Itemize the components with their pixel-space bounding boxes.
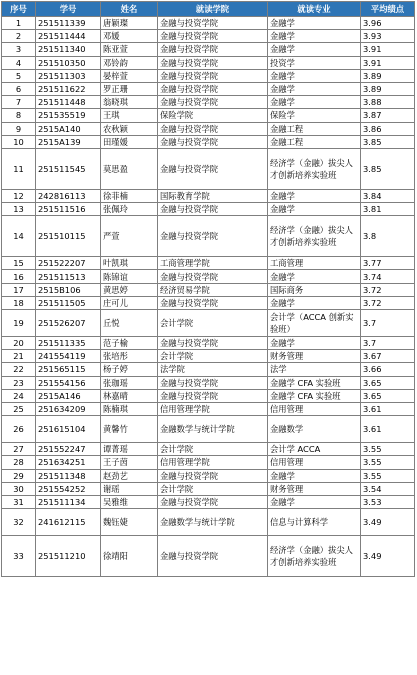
- cell-college: 金融与投资学院: [158, 495, 268, 508]
- cell-student-id: 251511513: [36, 270, 101, 283]
- cell-college: 会计学院: [158, 350, 268, 363]
- cell-gpa: 3.53: [361, 495, 415, 508]
- cell-college: 金融与投资学院: [158, 296, 268, 309]
- cell-index: 14: [2, 216, 36, 257]
- cell-name: 叶凯琪: [101, 257, 158, 270]
- header-college: 就读学院: [158, 2, 268, 17]
- table-row: [2, 296, 415, 309]
- cell-index: 11: [2, 148, 36, 189]
- cell-student-id: 251535519: [36, 109, 101, 122]
- cell-major: 会计学 ACCA: [268, 443, 361, 456]
- cell-major: 经济学（金融）拔尖人才创新培养实验班: [268, 216, 361, 257]
- cell-student-id: 251510350: [36, 56, 101, 69]
- cell-gpa: 3.91: [361, 56, 415, 69]
- cell-name: 陈亚萱: [101, 43, 158, 56]
- cell-major: 金融工程: [268, 135, 361, 148]
- cell-gpa: 3.61: [361, 416, 415, 443]
- table-row: [2, 509, 415, 536]
- cell-index: 29: [2, 469, 36, 482]
- cell-major: 财务管理: [268, 482, 361, 495]
- cell-name: 赵劲艺: [101, 469, 158, 482]
- table-row: [2, 536, 415, 577]
- cell-gpa: 3.74: [361, 270, 415, 283]
- cell-gpa: 3.91: [361, 43, 415, 56]
- gpa-ranking-table-container: [1, 1, 414, 577]
- cell-student-id: 241554119: [36, 350, 101, 363]
- cell-major: 金融学: [268, 69, 361, 82]
- cell-name: 谭菁瑶: [101, 443, 158, 456]
- cell-index: 18: [2, 296, 36, 309]
- header-name: 姓名: [101, 2, 158, 17]
- cell-index: 13: [2, 203, 36, 216]
- cell-college: 会计学院: [158, 443, 268, 456]
- cell-student-id: 251511622: [36, 82, 101, 95]
- cell-major: 财务管理: [268, 350, 361, 363]
- cell-name: 莫思盈: [101, 148, 158, 189]
- cell-student-id: 242816113: [36, 189, 101, 202]
- cell-index: 23: [2, 376, 36, 389]
- cell-major: 信息与计算科学: [268, 509, 361, 536]
- cell-gpa: 3.96: [361, 17, 415, 30]
- table-row: [2, 495, 415, 508]
- cell-student-id: 251511339: [36, 17, 101, 30]
- cell-index: 7: [2, 96, 36, 109]
- cell-college: 工商管理学院: [158, 257, 268, 270]
- table-row: [2, 376, 415, 389]
- cell-index: 19: [2, 310, 36, 337]
- table-row: [2, 135, 415, 148]
- table-row: [2, 109, 415, 122]
- table-row: [2, 203, 415, 216]
- cell-index: 9: [2, 122, 36, 135]
- cell-gpa: 3.65: [361, 389, 415, 402]
- cell-major: 金融学 CFA 实验班: [268, 376, 361, 389]
- table-row: [2, 257, 415, 270]
- cell-major: 金融学: [268, 17, 361, 30]
- cell-name: 翁晓琪: [101, 96, 158, 109]
- cell-name: 吴雅维: [101, 495, 158, 508]
- table-row: [2, 350, 415, 363]
- table-row: [2, 122, 415, 135]
- cell-student-id: 251615104: [36, 416, 101, 443]
- cell-gpa: 3.49: [361, 509, 415, 536]
- header-student-id: 学号: [36, 2, 101, 17]
- cell-index: 17: [2, 283, 36, 296]
- cell-gpa: 3.7: [361, 310, 415, 337]
- cell-student-id: 251511340: [36, 43, 101, 56]
- cell-name: 林嘉晴: [101, 389, 158, 402]
- cell-major: 保险学: [268, 109, 361, 122]
- cell-major: 金融学: [268, 270, 361, 283]
- cell-index: 6: [2, 82, 36, 95]
- cell-name: 张培彤: [101, 350, 158, 363]
- table-row: [2, 69, 415, 82]
- cell-major: 金融学: [268, 43, 361, 56]
- cell-index: 2: [2, 30, 36, 43]
- cell-student-id: 251552247: [36, 443, 101, 456]
- table-row: [2, 337, 415, 350]
- cell-name: 庄可儿: [101, 296, 158, 309]
- cell-name: 邓铃韵: [101, 56, 158, 69]
- cell-gpa: 3.89: [361, 82, 415, 95]
- cell-index: 22: [2, 363, 36, 376]
- cell-gpa: 3.66: [361, 363, 415, 376]
- table-row: [2, 416, 415, 443]
- table-row: [2, 443, 415, 456]
- cell-name: 严萱: [101, 216, 158, 257]
- cell-college: 金融与投资学院: [158, 122, 268, 135]
- cell-name: 陈楠琪: [101, 402, 158, 415]
- cell-major: 金融学: [268, 296, 361, 309]
- cell-gpa: 3.87: [361, 109, 415, 122]
- cell-student-id: 251511134: [36, 495, 101, 508]
- cell-gpa: 3.55: [361, 456, 415, 469]
- table-row: [2, 216, 415, 257]
- cell-college: 金融与投资学院: [158, 337, 268, 350]
- cell-name: 徐靖阳: [101, 536, 158, 577]
- table-row: [2, 56, 415, 69]
- cell-gpa: 3.89: [361, 69, 415, 82]
- cell-name: 杨子婷: [101, 363, 158, 376]
- cell-name: 张珈瑶: [101, 376, 158, 389]
- cell-major: 金融学: [268, 469, 361, 482]
- cell-student-id: 251511335: [36, 337, 101, 350]
- cell-major: 国际商务: [268, 283, 361, 296]
- table-row: [2, 456, 415, 469]
- cell-major: 金融学: [268, 189, 361, 202]
- table-row: [2, 482, 415, 495]
- cell-college: 法学院: [158, 363, 268, 376]
- cell-major: 法学: [268, 363, 361, 376]
- cell-college: 金融与投资学院: [158, 270, 268, 283]
- cell-gpa: 3.85: [361, 148, 415, 189]
- table-row: [2, 270, 415, 283]
- table-row: [2, 43, 415, 56]
- cell-index: 15: [2, 257, 36, 270]
- cell-major: 经济学（金融）拔尖人才创新培养实验班: [268, 536, 361, 577]
- cell-gpa: 3.8: [361, 216, 415, 257]
- cell-student-id: 251526207: [36, 310, 101, 337]
- cell-major: 金融学: [268, 30, 361, 43]
- header-major: 就读专业: [268, 2, 361, 17]
- cell-major: 金融工程: [268, 122, 361, 135]
- cell-gpa: 3.84: [361, 189, 415, 202]
- cell-college: 金融与投资学院: [158, 69, 268, 82]
- cell-index: 3: [2, 43, 36, 56]
- table-row: [2, 469, 415, 482]
- cell-student-id: 251510115: [36, 216, 101, 257]
- cell-gpa: 3.7: [361, 337, 415, 350]
- cell-major: 信用管理: [268, 402, 361, 415]
- cell-college: 会计学院: [158, 310, 268, 337]
- cell-name: 张佩玲: [101, 203, 158, 216]
- cell-college: 会计学院: [158, 482, 268, 495]
- table-row: [2, 402, 415, 415]
- cell-student-id: 251554252: [36, 482, 101, 495]
- cell-index: 33: [2, 536, 36, 577]
- cell-name: 农秋颖: [101, 122, 158, 135]
- cell-college: 经济贸易学院: [158, 283, 268, 296]
- cell-index: 8: [2, 109, 36, 122]
- cell-student-id: 2515A140: [36, 122, 101, 135]
- cell-major: 金融学: [268, 82, 361, 95]
- cell-college: 金融与投资学院: [158, 216, 268, 257]
- cell-major: 信用管理: [268, 456, 361, 469]
- table-header-row: [2, 2, 415, 17]
- cell-index: 1: [2, 17, 36, 30]
- table-row: [2, 30, 415, 43]
- cell-college: 金融与投资学院: [158, 43, 268, 56]
- cell-college: 金融数学与统计学院: [158, 509, 268, 536]
- cell-gpa: 3.72: [361, 296, 415, 309]
- cell-index: 32: [2, 509, 36, 536]
- cell-gpa: 3.86: [361, 122, 415, 135]
- cell-college: 国际教育学院: [158, 189, 268, 202]
- table-row: [2, 189, 415, 202]
- cell-major: 金融学: [268, 495, 361, 508]
- cell-major: 金融学: [268, 337, 361, 350]
- cell-index: 26: [2, 416, 36, 443]
- cell-name: 王子茵: [101, 456, 158, 469]
- cell-college: 金融与投资学院: [158, 82, 268, 95]
- cell-gpa: 3.93: [361, 30, 415, 43]
- table-row: [2, 17, 415, 30]
- cell-student-id: 251511516: [36, 203, 101, 216]
- cell-college: 金融与投资学院: [158, 469, 268, 482]
- cell-student-id: 241612115: [36, 509, 101, 536]
- cell-index: 5: [2, 69, 36, 82]
- cell-name: 唐颖璨: [101, 17, 158, 30]
- cell-major: 金融学: [268, 203, 361, 216]
- cell-gpa: 3.77: [361, 257, 415, 270]
- cell-name: 晏梓萱: [101, 69, 158, 82]
- cell-gpa: 3.85: [361, 135, 415, 148]
- table-row: [2, 389, 415, 402]
- cell-student-id: 251511505: [36, 296, 101, 309]
- cell-college: 金融与投资学院: [158, 56, 268, 69]
- cell-name: 田瑾媛: [101, 135, 158, 148]
- cell-index: 25: [2, 402, 36, 415]
- table-row: [2, 283, 415, 296]
- table-row: [2, 96, 415, 109]
- cell-gpa: 3.72: [361, 283, 415, 296]
- cell-index: 4: [2, 56, 36, 69]
- table-body: [2, 17, 415, 577]
- cell-name: 谢瑶: [101, 482, 158, 495]
- cell-college: 金融与投资学院: [158, 96, 268, 109]
- cell-student-id: 251511545: [36, 148, 101, 189]
- cell-index: 28: [2, 456, 36, 469]
- cell-gpa: 3.65: [361, 376, 415, 389]
- cell-index: 12: [2, 189, 36, 202]
- cell-name: 王琪: [101, 109, 158, 122]
- table-row: [2, 310, 415, 337]
- cell-student-id: 251565115: [36, 363, 101, 376]
- cell-name: 徐菲楠: [101, 189, 158, 202]
- cell-major: 金融学 CFA 实验班: [268, 389, 361, 402]
- cell-college: 金融与投资学院: [158, 203, 268, 216]
- header-gpa: 平均绩点: [361, 2, 415, 17]
- cell-student-id: 251634251: [36, 456, 101, 469]
- cell-college: 金融与投资学院: [158, 148, 268, 189]
- header-index: 序号: [2, 2, 36, 17]
- cell-college: 金融与投资学院: [158, 17, 268, 30]
- cell-gpa: 3.55: [361, 443, 415, 456]
- cell-name: 罗正珊: [101, 82, 158, 95]
- table-row: [2, 363, 415, 376]
- cell-index: 24: [2, 389, 36, 402]
- cell-name: 邓媛: [101, 30, 158, 43]
- cell-student-id: 251511444: [36, 30, 101, 43]
- cell-college: 信用管理学院: [158, 402, 268, 415]
- cell-index: 20: [2, 337, 36, 350]
- cell-index: 10: [2, 135, 36, 148]
- cell-student-id: 251634209: [36, 402, 101, 415]
- cell-college: 保险学院: [158, 109, 268, 122]
- cell-name: 黄思婷: [101, 283, 158, 296]
- cell-college: 金融与投资学院: [158, 536, 268, 577]
- cell-gpa: 3.61: [361, 402, 415, 415]
- cell-college: 金融与投资学院: [158, 389, 268, 402]
- cell-college: 金融数学与统计学院: [158, 416, 268, 443]
- cell-index: 27: [2, 443, 36, 456]
- cell-college: 金融与投资学院: [158, 376, 268, 389]
- cell-student-id: 251511348: [36, 469, 101, 482]
- cell-index: 16: [2, 270, 36, 283]
- cell-student-id: 2515A146: [36, 389, 101, 402]
- cell-major: 经济学（金融）拔尖人才创新培养实验班: [268, 148, 361, 189]
- cell-student-id: 251511303: [36, 69, 101, 82]
- cell-gpa: 3.67: [361, 350, 415, 363]
- cell-student-id: 251554156: [36, 376, 101, 389]
- cell-major: 投资学: [268, 56, 361, 69]
- cell-index: 21: [2, 350, 36, 363]
- cell-college: 信用管理学院: [158, 456, 268, 469]
- cell-name: 范子榆: [101, 337, 158, 350]
- cell-student-id: 2515A139: [36, 135, 101, 148]
- cell-name: 丘悦: [101, 310, 158, 337]
- cell-major: 金融学: [268, 96, 361, 109]
- cell-index: 31: [2, 495, 36, 508]
- cell-student-id: 251511210: [36, 536, 101, 577]
- cell-major: 工商管理: [268, 257, 361, 270]
- cell-index: 30: [2, 482, 36, 495]
- cell-major: 金融数学: [268, 416, 361, 443]
- gpa-ranking-table: [1, 1, 415, 577]
- cell-student-id: 251522207: [36, 257, 101, 270]
- table-row: [2, 82, 415, 95]
- cell-gpa: 3.88: [361, 96, 415, 109]
- cell-gpa: 3.55: [361, 469, 415, 482]
- cell-student-id: 2515B106: [36, 283, 101, 296]
- cell-college: 金融与投资学院: [158, 30, 268, 43]
- cell-name: 陈锦谊: [101, 270, 158, 283]
- table-row: [2, 148, 415, 189]
- cell-gpa: 3.54: [361, 482, 415, 495]
- cell-student-id: 251511448: [36, 96, 101, 109]
- cell-major: 会计学（ACCA 创新实验班）: [268, 310, 361, 337]
- cell-name: 魏钰婕: [101, 509, 158, 536]
- cell-college: 金融与投资学院: [158, 135, 268, 148]
- cell-gpa: 3.81: [361, 203, 415, 216]
- cell-gpa: 3.49: [361, 536, 415, 577]
- cell-name: 黄馨竹: [101, 416, 158, 443]
